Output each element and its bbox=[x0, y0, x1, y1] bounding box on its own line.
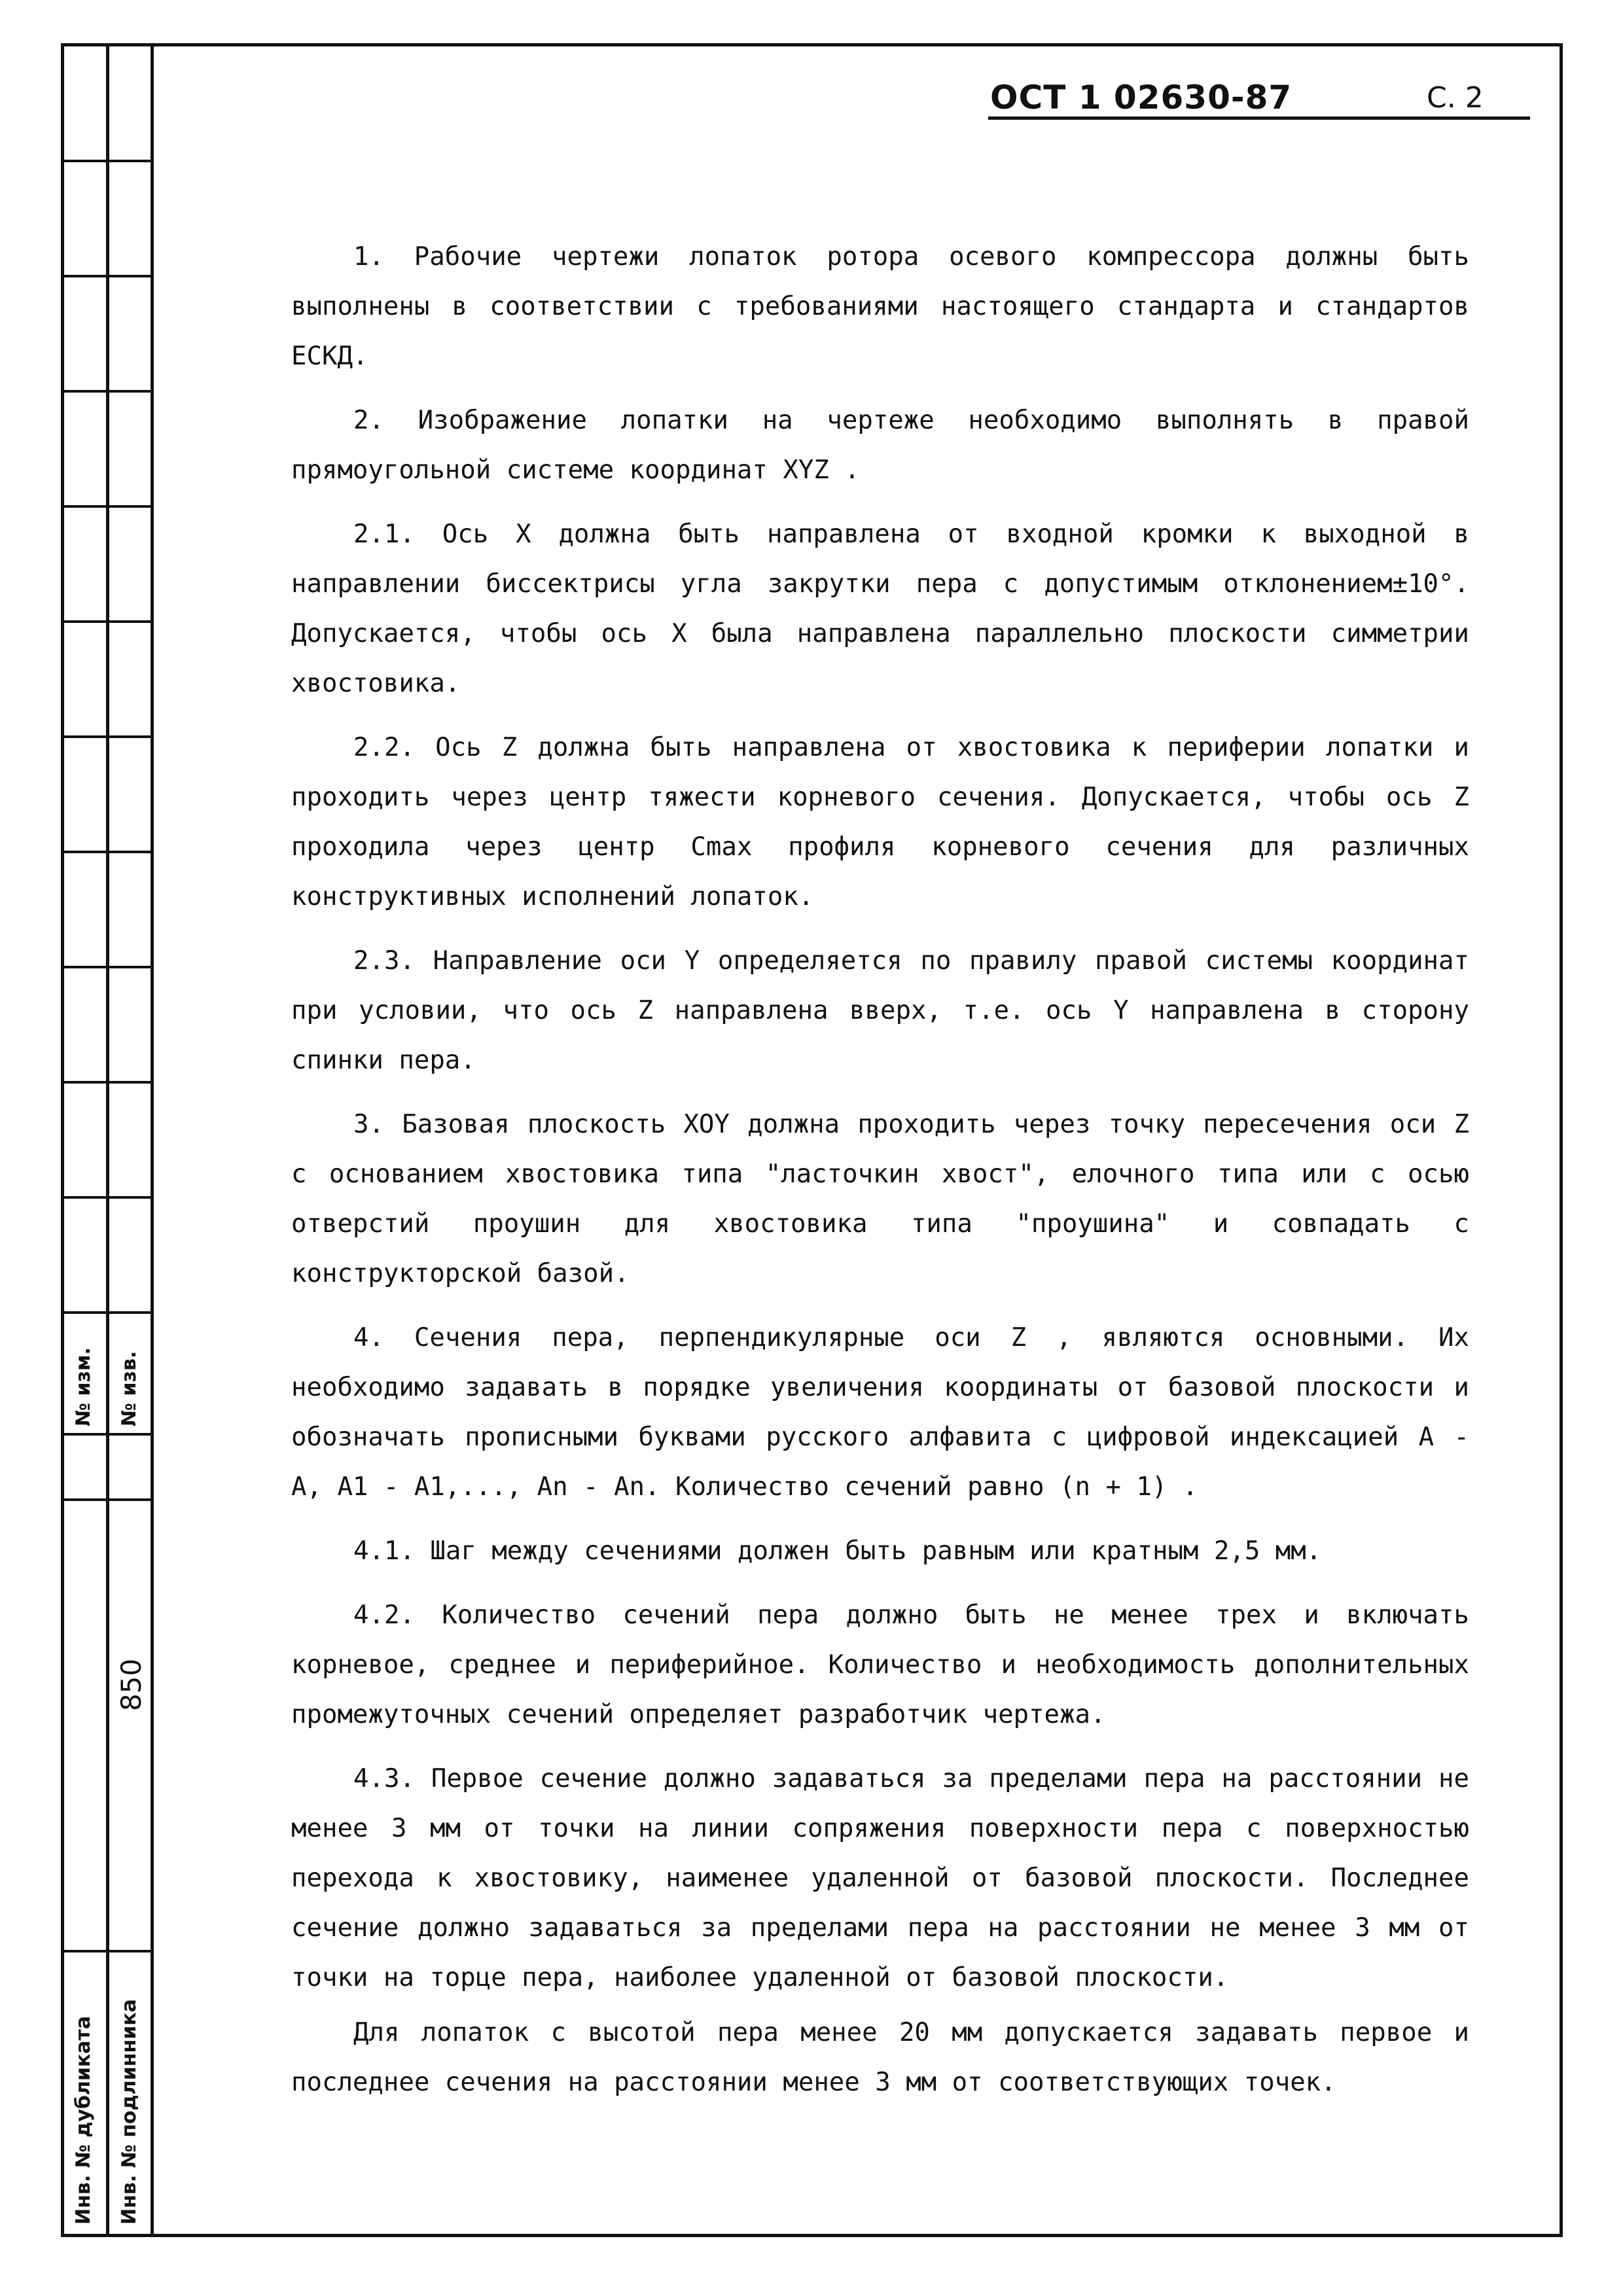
margin-label-podl: Инв. № подлинника bbox=[118, 1999, 141, 2225]
paragraph-3: 3. Базовая плоскость XOY должна проходить через точку пересечения оси Z с основанием хвостовика типа "ласточкин хвост", елочного типа или с осью отверстий проушин для хвостовика типа "проушина" и совпадать с конструкторской базой. bbox=[291, 1110, 1469, 1288]
paragraph-note: Для лопаток с высотой пера менее 20 мм допускается задавать первое и последнее сечения на расстоянии менее 3 мм от соответствующих точек. bbox=[291, 2018, 1469, 2097]
header-rule bbox=[988, 116, 1530, 120]
document-code: ОСТ 1 02630-87 bbox=[990, 79, 1293, 116]
paragraph-2-3: 2.3. Направление оси Y определяется по правилу правой системы координат при условии, что ось Z направлена вверх, т.е. ось Y направлена в сторону спинки пера. bbox=[291, 946, 1469, 1075]
paragraph-2-1: 2.1. Ось X должна быть направлена от входной кромки к выходной в направлении биссектрисы угла закрутки пера с допустимым отклонением±10°. Допускается, чтобы ось X была направлена параллельно плоскости симметрии хвостовика. bbox=[291, 520, 1469, 698]
margin-label-izv: № изв. bbox=[118, 1351, 141, 1426]
paragraph-1: 1. Рабочие чертежи лопаток ротора осевого компрессора должны быть выполнены в соответствии с требованиями настоящего стандарта и стандартов ЕСКД. bbox=[291, 242, 1469, 371]
margin-column-right bbox=[106, 43, 154, 2237]
paragraph-4-1: 4.1. Шаг между сечениями должен быть равным или кратным 2,5 мм. bbox=[353, 1536, 1322, 1566]
document-body bbox=[291, 232, 1469, 2122]
paragraph-4: 4. Сечения пера, перпендикулярные оси Z , являются основными. Их необходимо задавать в порядке увеличения координаты от базовой плоскости и обозначать прописными буквами русского алфавита с цифровой индексацией A - A, A1 - A1,..., An - An. Количество сечений равно (n + 1) . bbox=[291, 1323, 1469, 1502]
paragraph-2: 2. Изображение лопатки на чертеже необходимо выполнять в правой прямоугольной системе координат XYZ . bbox=[291, 406, 1469, 485]
page-number: С. 2 bbox=[1427, 81, 1484, 115]
paragraph-4-2: 4.2. Количество сечений пера должно быть не менее трех и включать корневое, среднее и периферийное. Количество и необходимость дополнительных промежуточных сечений определяет разработчик чертежа. bbox=[291, 1600, 1469, 1729]
margin-number: 850 bbox=[115, 1658, 147, 1711]
margin-label-dubl: Инв. № дубликата bbox=[72, 2015, 95, 2225]
paragraph-2-2: 2.2. Ось Z должна быть направлена от хвостовика к периферии лопатки и проходить через центр тяжести корневого сечения. Допускается, чтобы ось Z проходила через центр Cmax профиля корневого сечения для различных конструктивных исполнений лопаток. bbox=[291, 733, 1469, 911]
paragraph-4-3: 4.3. Первое сечение должно задаваться за пределами пера на расстоянии не менее 3 мм от точки на линии сопряжения поверхности пера с поверхностью перехода к хвостовику, наименее удаленной от базовой плоскости. Последнее сечение должно задаваться за пределами пера на расстоянии не менее 3 мм от точки на торце пера, наиболее удаленной от базовой плоскости. bbox=[291, 1764, 1469, 1992]
margin-column-left bbox=[61, 43, 109, 2237]
margin-label-izm: № изм. bbox=[72, 1347, 95, 1426]
